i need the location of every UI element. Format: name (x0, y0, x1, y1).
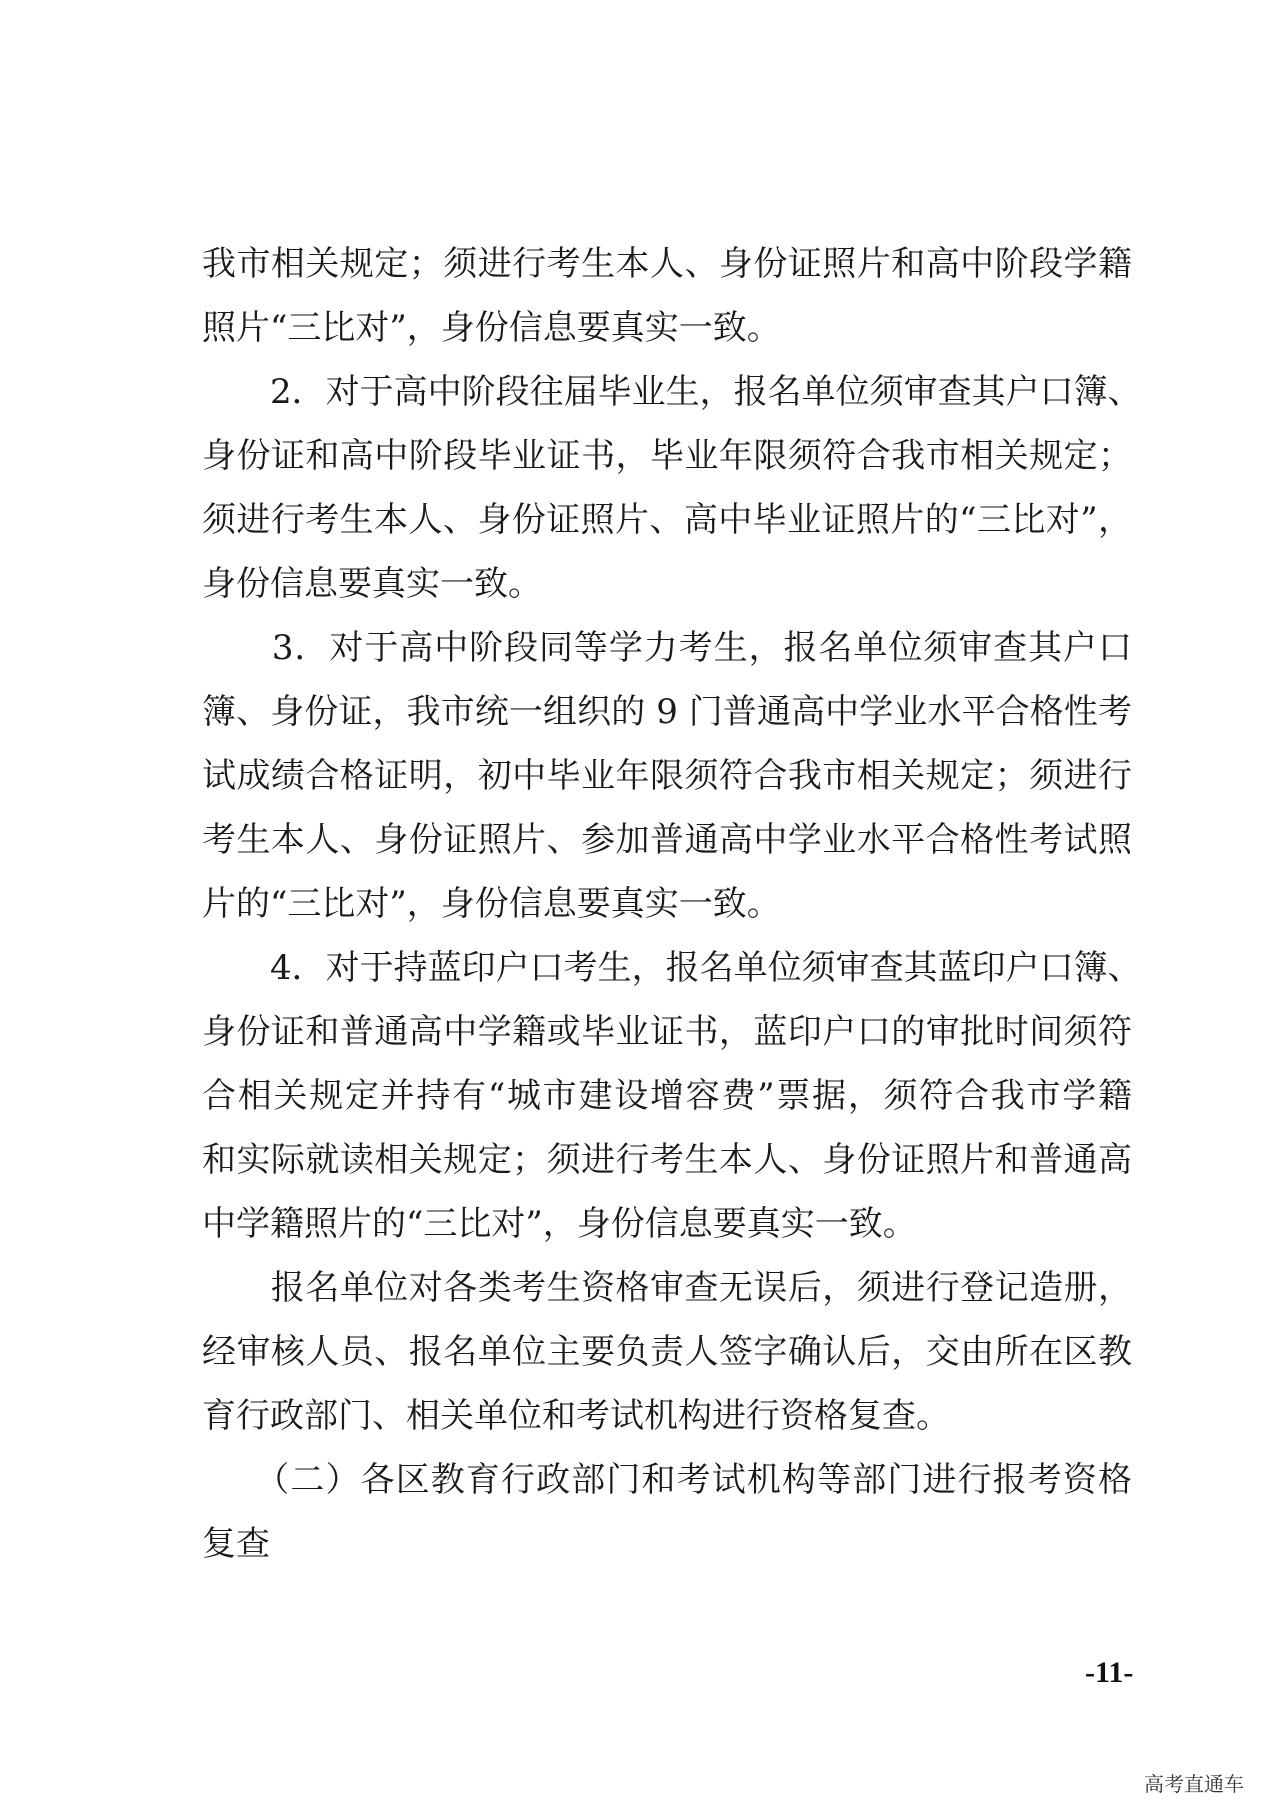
text-line: 试成绩合格证明，初中毕业年限须符合我市相关规定；须进行 (202, 756, 1132, 796)
text-line: 须进行考生本人、身份证照片、高中毕业证照片的“三比对”， (202, 500, 1132, 540)
text-line: 合相关规定并持有“城市建设增容费”票据，须符合我市学籍 (202, 1076, 1132, 1116)
text-line: 2．对于高中阶段往届毕业生，报名单位须审查其户口簿、 (202, 372, 1142, 412)
text-line: 3．对于高中阶段同等学力考生，报名单位须审查其户口 (202, 628, 1132, 668)
page-number: -11- (1085, 1656, 1134, 1689)
text-line: 身份信息要真实一致。 (202, 564, 542, 604)
document-body (202, 232, 1142, 1576)
text-line: 4．对于持蓝印户口考生，报名单位须审查其蓝印户口簿、 (202, 948, 1142, 988)
watermark-label: 高考直通车 (1144, 1772, 1244, 1796)
section-heading-line: 复查 (202, 1524, 270, 1564)
text-line: 中学籍照片的“三比对”，身份信息要真实一致。 (202, 1204, 917, 1244)
text-line: 经审核人员、报名单位主要负责人签字确认后，交由所在区教 (202, 1332, 1132, 1372)
text-line: 我市相关规定；须进行考生本人、身份证照片和高中阶段学籍 (202, 244, 1132, 284)
text-line: 身份证和高中阶段毕业证书，毕业年限须符合我市相关规定； (202, 436, 1132, 476)
text-line: 育行政部门、相关单位和考试机构进行资格复查。 (202, 1396, 950, 1436)
text-line: 报名单位对各类考生资格审查无误后，须进行登记造册， (202, 1268, 1132, 1308)
text-line: 簿、身份证，我市统一组织的 9 门普通高中学业水平合格性考 (202, 692, 1132, 732)
text-line: 身份证和普通高中学籍或毕业证书，蓝印户口的审批时间须符 (202, 1012, 1132, 1052)
text-line: 照片“三比对”，身份信息要真实一致。 (202, 308, 781, 348)
text-line: 和实际就读相关规定；须进行考生本人、身份证照片和普通高 (202, 1140, 1132, 1180)
text-line: 考生本人、身份证照片、参加普通高中学业水平合格性考试照 (202, 820, 1132, 860)
text-line: 片的“三比对”，身份信息要真实一致。 (202, 884, 781, 924)
section-heading-line: （二）各区教育行政部门和考试机构等部门进行报考资格 (202, 1460, 1132, 1500)
